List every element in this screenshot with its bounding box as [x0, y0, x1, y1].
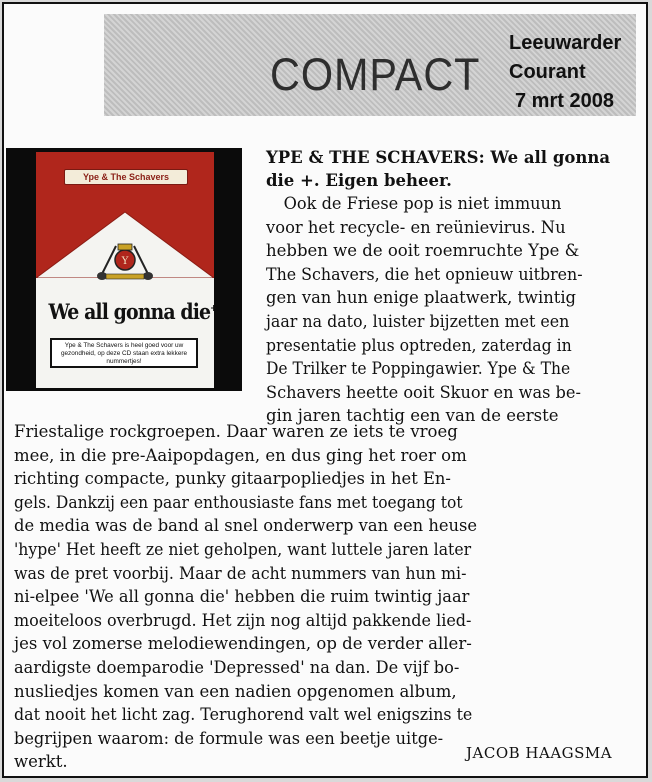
body-line: jaar na dato, luister bijzetten met een [266, 311, 570, 331]
article-body-narrow-column [266, 192, 638, 428]
body-line: werkt. [14, 752, 68, 772]
body-line: gen van hun enige plaatwerk, twintig [266, 288, 577, 308]
publication-date: 7 mrt 2008 [515, 90, 614, 112]
cover-album-title-text: We all gonna die [48, 299, 211, 324]
article-body-wide-column [14, 420, 638, 774]
body-line: gin jaren tachtig een van de eerste [266, 406, 559, 426]
body-line: 'hype' Het heeft ze niet geholpen, want luttele jaren later [14, 539, 472, 559]
body-line: moeiteloos overbrugd. Het zijn nog altijd pakkende lied- [14, 610, 472, 630]
newspaper-name-line2: Courant [509, 61, 586, 83]
headline-line: YPE & THE SCHAVERS: We all gonna [266, 148, 611, 167]
body-line: was de pret voorbij. Maar de acht nummers van hun mi- [14, 563, 467, 583]
article-headline [266, 146, 642, 192]
body-line: nusliedjes komen van een nadien opgenomen album, [14, 681, 457, 701]
body-line: gels. Dankzij een paar enthousiaste fans met toegang tot [14, 492, 463, 512]
author-byline: JACOB HAAGSMA [466, 744, 613, 762]
album-cover-image [6, 148, 242, 391]
body-line: dat nooit het licht zag. Terughorend valt wel enigszins te [14, 705, 473, 725]
body-line: Ook de Friese pop is niet immuun [283, 194, 562, 213]
section-title: COMPACT [270, 49, 481, 100]
body-line: Friestalige rockgroepen. Daar waren ze iets te vroeg [14, 422, 458, 441]
cover-band-label: Ype & The Schavers [64, 169, 188, 185]
body-line: presentatie plus optreden, zaterdag in [266, 335, 572, 355]
svg-text:Y: Y [121, 256, 129, 267]
cover-album-title-mark: + [210, 304, 217, 314]
body-line: De Trilker te Poppingawier. Ype & The [266, 359, 571, 379]
body-line: de media was de band al snel onderwerp van een heuse [14, 516, 478, 536]
body-line: The Schavers, die het opnieuw uitbren- [266, 264, 583, 284]
body-line: jes vol zomerse melodiewendingen, op de verder aller- [14, 634, 472, 654]
newspaper-source [509, 29, 639, 116]
cover-health-warning: Ype & The Schavers is heel goed voor uw gezondheid, op deze CD staan extra lekkere nummertjes! [50, 338, 198, 368]
body-line: Schavers heette ooit Skuor en was be- [266, 382, 581, 402]
body-line: aardigste doemparodie 'Depressed' na dan. De vijf bo- [14, 657, 460, 677]
headline-line: die +. Eigen beheer. [266, 171, 452, 190]
body-line: hebben we de ooit roemruchte Ype & [266, 241, 580, 261]
body-line: ni-elpee 'We all gonna die' hebben die ruim twintig jaar [14, 587, 470, 607]
cover-album-title [48, 299, 217, 324]
body-line: begrijpen waarom: de formule was een beetje uitge- [14, 728, 444, 748]
body-line: mee, in die pre-Aaipopdagen, en dus ging het roer om [14, 445, 467, 465]
newspaper-name-line1: Leeuwarder [509, 32, 622, 54]
body-line: richting compacte, punky gitaarpopliedjes in het En- [14, 469, 451, 489]
guitar-crest-icon [94, 234, 156, 284]
body-line: voor het recycle- en reünievirus. Nu [266, 217, 566, 237]
cigarette-pack-cover [36, 152, 217, 388]
